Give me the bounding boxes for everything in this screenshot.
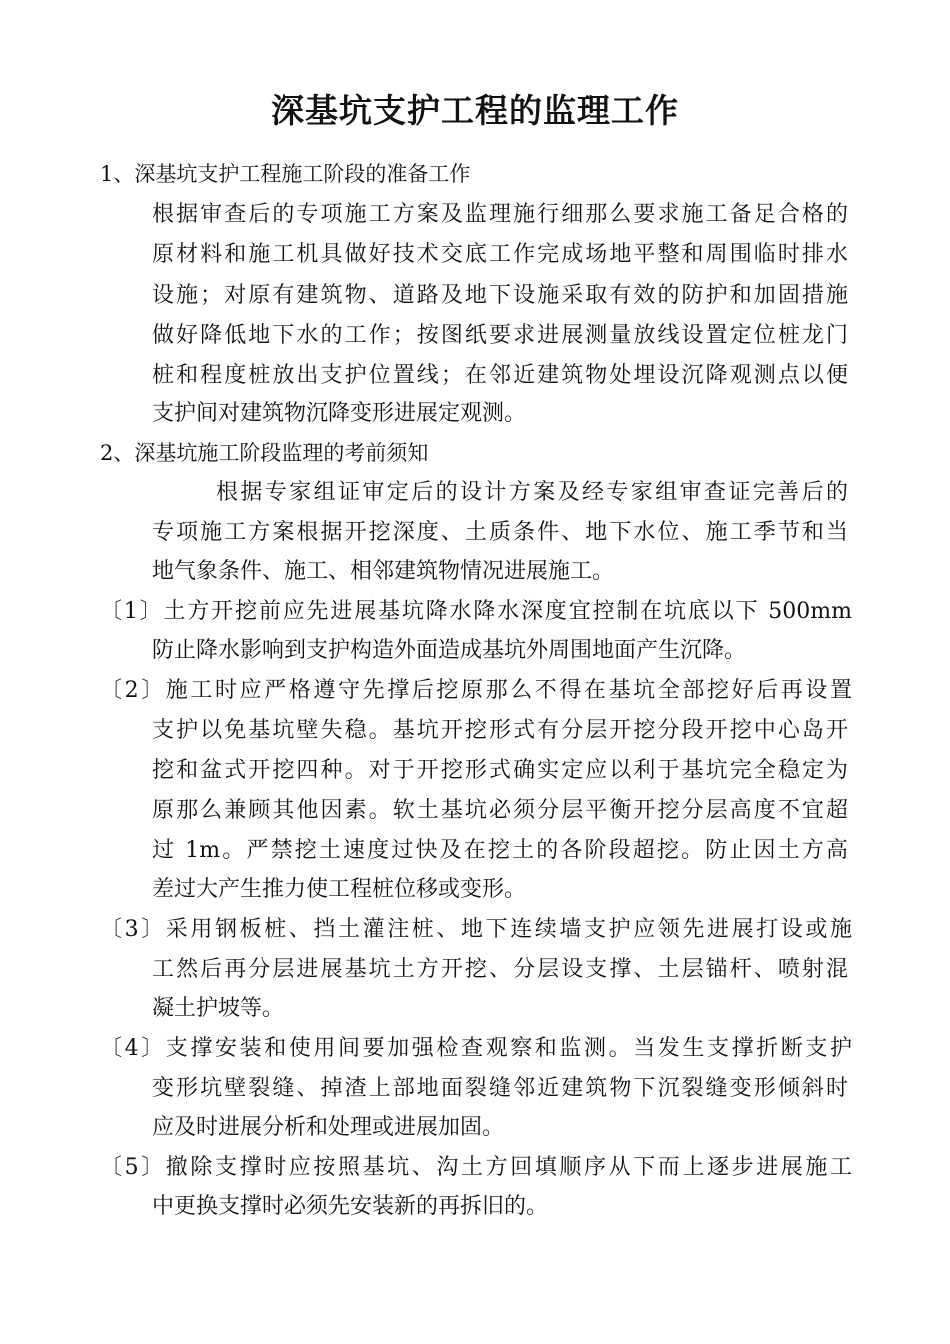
list-item-line: 应及时进展分析和处理或进展加固。 (152, 1115, 505, 1140)
list-item-line: 防止降水影响到支护构造外面造成基坑外周围地面产生沉降。 (152, 638, 747, 663)
list-item-line: 原那么兼顾其他因素。软土基坑必须分层平衡开挖分层高度不宜超 (152, 798, 848, 823)
list-item-line: 中更换支撑时必须先安装新的再拆旧的。 (152, 1194, 549, 1219)
paragraph-line: 专项施工方案根据开挖深度、土质条件、地下水位、施工季节和当 (152, 520, 848, 545)
list-item-line: 工然后再分层进展基坑土方开挖、分层设支撑、土层锚杆、喷射混 (152, 957, 848, 982)
paragraph-line: 根据专家组证审定后的设计方案及经专家组审查证完善后的 (216, 480, 848, 505)
list-item-line: 〔5〕撤除支撑时应按照基坑、沟土方回填顺序从下而上逐步进展施工 (100, 1155, 852, 1180)
paragraph-line: 设施；对原有建筑物、道路及地下设施采取有效的防护和加固措施 (152, 283, 848, 308)
list-item-line: 支护以免基坑壁失稳。基坑开挖形式有分层开挖分段开挖中心岛开 (152, 718, 848, 743)
paragraph-line: 支护间对建筑物沉降变形进展定观测。 (152, 401, 527, 426)
list-item-line: 〔3〕采用钢板桩、挡土灌注桩、地下连续墙支护应领先进展打设或施 (100, 917, 852, 942)
list-item-line: 差过大产生推力使工程桩位移或变形。 (152, 877, 527, 902)
paragraph-line: 地气象条件、施工、相邻建筑物情况进展施工。 (152, 559, 615, 584)
paragraph-line: 原材料和施工机具做好技术交底工作完成场地平整和周围临时排水 (152, 242, 848, 267)
paragraph-line: 桩和程度桩放出支护位置线；在邻近建筑物处埋设沉降观测点以便 (152, 363, 848, 388)
list-item-line: 挖和盆式开挖四种。对于开挖形式确实定应以利于基坑完全稳定为 (152, 758, 848, 783)
list-item-line: 过 1m。严禁挖土速度过快及在挖土的各阶段超挖。防止因土方高 (152, 838, 848, 863)
list-item-line: 凝土护坡等。 (152, 996, 285, 1021)
paragraph-line: 做好降低地下水的工作；按图纸要求进展测量放线设置定位桩龙门 (152, 323, 848, 348)
list-item-line: 〔4〕支撑安装和使用间要加强检查观察和监测。当发生支撑折断支护 (100, 1036, 852, 1061)
section-heading: 2、深基坑施工阶段监理的考前须知 (100, 441, 429, 465)
section-heading: 1、深基坑支护工程施工阶段的准备工作 (100, 162, 471, 186)
paragraph-line: 根据审查后的专项施工方案及监理施行细那么要求施工备足合格的 (152, 202, 848, 227)
list-item-line: 〔2〕施工时应严格遵守先撑后挖原那么不得在基坑全部挖好后再设置 (100, 678, 852, 703)
list-item-line: 〔1〕土方开挖前应先进展基坑降水降水深度宜控制在坑底以下 500mm (100, 599, 852, 624)
document-title: 深基坑支护工程的监理工作 (271, 91, 679, 130)
list-item-line: 变形坑壁裂缝、掉渣上部地面裂缝邻近建筑物下沉裂缝变形倾斜时 (152, 1076, 848, 1101)
